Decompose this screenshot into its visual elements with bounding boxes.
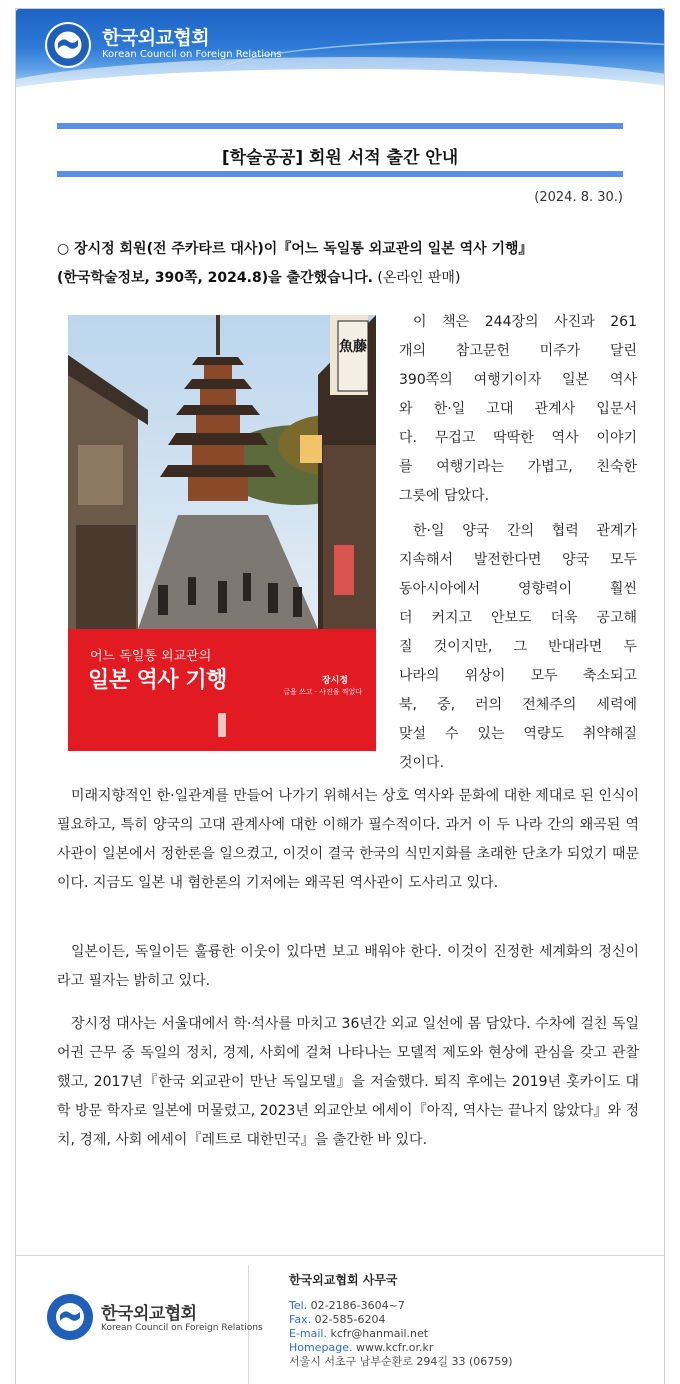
email-link[interactable]: kcfr@hanmail.net bbox=[330, 1327, 429, 1340]
page-title: [학술공공] 회원 서적 출간 안내 bbox=[221, 148, 459, 168]
fax-label: Fax. bbox=[289, 1313, 312, 1326]
side-line: 질 것이지만, 그 반대라면 두 bbox=[399, 639, 637, 655]
office-name: 한국외교협회 사무국 bbox=[289, 1273, 398, 1287]
footer-divider bbox=[16, 1255, 664, 1256]
cover-credit: 글을 쓰고 · 사진을 찍었다 bbox=[283, 688, 362, 696]
cover-main-title: 일본 역사 기행 bbox=[88, 668, 227, 693]
org-name-en: Korean Council on Foreign Relations bbox=[102, 49, 282, 60]
homepage-link[interactable]: www.kcfr.or.kr bbox=[355, 1341, 434, 1354]
lead-note: (온라인 판매) bbox=[372, 270, 461, 286]
body-paragraph-3: 장시정 대사는 서울대에서 학·석사를 마치고 36년간 외교 일선에 몸 담았다. 수차에 걸친 독일어권 근무 중 독일의 정치, 경제, 사회에 걸쳐 나타나는 모델적 제도와 현상에 관심을 갖고 관찰했고, 2017년『한국 외교관이 만난 독일모델』을 저술했다. 퇴직 후에는 2019년 홋카이도 대학 방문 학자로 일본에 머물렀고, 2023년 외교안보 에세이『아직, 역사는 끝나지 않았다』와 정치, 경제, 사회 에세이『레트로 대한민국』을 출간한 바 있다. bbox=[57, 1016, 639, 1148]
contact-block bbox=[289, 1299, 513, 1369]
side-line: 다. 무겁고 딱딱한 역사 이야기 bbox=[399, 430, 637, 446]
side-line: 지속해서 발전한다면 양국 모두 bbox=[399, 552, 637, 568]
side-line: 를 여행기라는 가볍고, 친숙한 bbox=[399, 459, 637, 475]
title-rule-bottom bbox=[57, 171, 623, 177]
body-paragraph-1: 미래지향적인 한·일관계를 만들어 나가기 위해서는 상호 역사와 문화에 대한 제대로 된 인식이 필요하고, 특히 양국의 고대 관계사에 대한 이해가 필수적이다. 과거 이 두 나라 간의 왜곡된 역사관이 일본에서 정한론을 일으켰고, 이것이 결국 한국의 식민지화를 초래한 단초가 되었기 때문이다. 지금도 일본 내 혐한론의 기저에는 왜곡된 역사관이 도사리고 있다. bbox=[57, 788, 639, 891]
side-line: 동아시아에서 영향력이 훨씬 bbox=[399, 581, 637, 597]
side-line: 맞설 수 있는 역량도 취약해질 bbox=[399, 726, 637, 742]
side-line: 그릇에 담았다. bbox=[399, 488, 490, 504]
footer-org-name-ko: 한국외교협회 bbox=[101, 1304, 197, 1324]
side-line: 나라의 위상이 모두 축소되고 bbox=[399, 668, 637, 684]
lead-paragraph bbox=[57, 235, 627, 293]
newsletter-frame bbox=[15, 8, 665, 1384]
cover-author: 장시정 bbox=[321, 676, 348, 686]
header-banner bbox=[16, 9, 664, 95]
side-line: 개의 참고문헌 미주가 달린 bbox=[399, 343, 637, 359]
email-label: E-mail. bbox=[289, 1327, 327, 1340]
side-line: 한·일 양국 간의 협력 관계가 bbox=[413, 523, 637, 539]
cover-photo bbox=[68, 315, 376, 629]
org-emblem-icon bbox=[46, 1293, 94, 1341]
homepage-label: Homepage. bbox=[289, 1341, 353, 1354]
title-rule-top bbox=[57, 123, 623, 129]
address: 서울시 서초구 남부순환로 294길 33 (06759) bbox=[289, 1355, 513, 1368]
tel-value: 02-2186-3604~7 bbox=[310, 1299, 405, 1312]
side-line: 더 커지고 안보도 더욱 공고해 bbox=[399, 610, 637, 626]
side-line: 이 책은 244장의 사진과 261 bbox=[413, 314, 637, 330]
org-name-ko: 한국외교협회 bbox=[102, 27, 210, 49]
side-line: 와 한·일 고대 관계사 입문서 bbox=[399, 401, 637, 417]
publish-date: (2024. 8. 30.) bbox=[534, 190, 623, 205]
tel-label: Tel. bbox=[289, 1299, 308, 1312]
side-paragraph-2 bbox=[399, 517, 637, 778]
body-paragraph-2: 일본이든, 독일이든 훌륭한 이웃이 있다면 보고 배워야 한다. 이것이 진정한 세계화의 정신이라고 필자는 밝히고 있다. bbox=[57, 944, 639, 989]
lead-line-2: (한국학술정보, 390쪽, 2024.8)을 출간했습니다. bbox=[57, 270, 373, 286]
publisher-mark-icon bbox=[218, 713, 226, 737]
side-paragraph-1 bbox=[399, 308, 637, 511]
cover-sign-text: 魚藤 bbox=[339, 339, 367, 355]
lead-line-1: ○ 장시정 회원(전 주카타르 대사)이『어느 독일통 외교관의 일본 역사 기행』 bbox=[57, 241, 533, 257]
book-cover bbox=[68, 315, 376, 751]
fax-value: 02-585-6204 bbox=[314, 1313, 386, 1326]
side-line: 북, 중, 러의 전체주의 세력에 bbox=[399, 697, 637, 713]
cover-subtitle: 어느 독일통 외교관의 bbox=[90, 649, 212, 664]
footer-org-name-en: Korean Council on Foreign Relations bbox=[101, 1323, 263, 1333]
side-line: 것이다. bbox=[399, 755, 445, 771]
side-line: 390쪽의 여행기이자 일본 역사 bbox=[399, 372, 637, 388]
org-emblem-icon bbox=[44, 21, 92, 69]
